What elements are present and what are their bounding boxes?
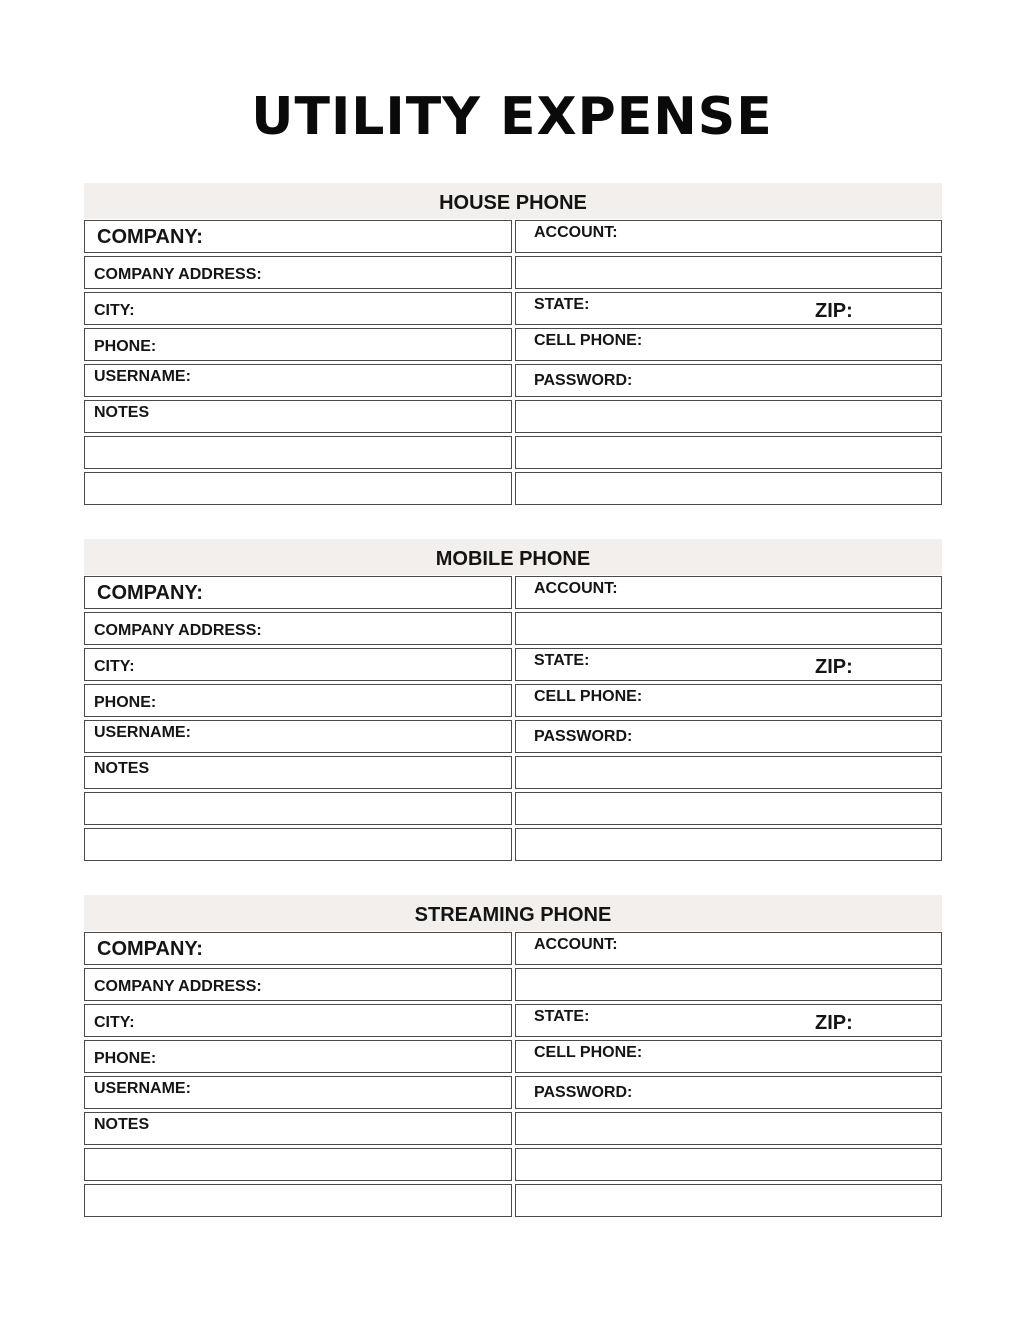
notes-line[interactable] xyxy=(84,1148,512,1181)
notes-field[interactable] xyxy=(84,756,512,789)
cell-phone-field[interactable] xyxy=(515,1040,942,1073)
cell-phone-field[interactable] xyxy=(515,684,942,717)
account-label: ACCOUNT: xyxy=(534,580,618,597)
phone-label: PHONE: xyxy=(94,1050,157,1067)
company-label: COMPANY: xyxy=(97,226,203,248)
state-label: STATE: xyxy=(534,296,590,313)
notes-field[interactable] xyxy=(84,400,512,433)
username-field[interactable] xyxy=(84,720,512,753)
notes-line[interactable] xyxy=(515,792,942,825)
zip-label: ZIP: xyxy=(815,1012,853,1034)
zip-label: ZIP: xyxy=(815,300,853,322)
notes-label: NOTES xyxy=(94,1116,150,1133)
city-field[interactable] xyxy=(84,292,512,325)
username-field[interactable] xyxy=(84,364,512,397)
notes-line[interactable] xyxy=(515,400,942,433)
cell-phone-label: CELL PHONE: xyxy=(534,688,643,705)
password-field[interactable] xyxy=(515,720,942,753)
account-field[interactable] xyxy=(515,932,942,965)
phone-field[interactable] xyxy=(84,684,512,717)
notes-line[interactable] xyxy=(84,792,512,825)
city-label: CITY: xyxy=(94,302,135,319)
notes-line[interactable] xyxy=(84,1184,512,1217)
notes-line[interactable] xyxy=(515,436,942,469)
notes-line[interactable] xyxy=(515,472,942,505)
phone-field[interactable] xyxy=(84,328,512,361)
state-zip-field[interactable] xyxy=(515,1004,942,1037)
state-zip-field[interactable] xyxy=(515,292,942,325)
city-field[interactable] xyxy=(84,1004,512,1037)
notes-line[interactable] xyxy=(84,436,512,469)
cell-phone-label: CELL PHONE: xyxy=(534,332,643,349)
notes-line[interactable] xyxy=(515,1148,942,1181)
state-zip-field[interactable] xyxy=(515,648,942,681)
phone-label: PHONE: xyxy=(94,694,157,711)
username-label: USERNAME: xyxy=(94,1080,191,1097)
section-header: HOUSE PHONE xyxy=(84,183,942,219)
username-label: USERNAME: xyxy=(94,368,191,385)
section-streaming-phone xyxy=(84,895,942,1216)
password-field[interactable] xyxy=(515,364,942,397)
company-field[interactable] xyxy=(84,932,512,965)
password-label: PASSWORD: xyxy=(534,728,633,745)
company-address-field-cont[interactable] xyxy=(515,968,942,1001)
city-label: CITY: xyxy=(94,1014,135,1031)
company-address-field[interactable] xyxy=(84,612,512,645)
page-title: UTILITY EXPENSE xyxy=(251,87,773,147)
section-header: STREAMING PHONE xyxy=(84,895,942,931)
username-field[interactable] xyxy=(84,1076,512,1109)
account-field[interactable] xyxy=(515,576,942,609)
company-label: COMPANY: xyxy=(97,582,203,604)
notes-line[interactable] xyxy=(515,756,942,789)
password-label: PASSWORD: xyxy=(534,372,633,389)
company-address-field-cont[interactable] xyxy=(515,612,942,645)
account-field[interactable] xyxy=(515,220,942,253)
password-field[interactable] xyxy=(515,1076,942,1109)
section-house-phone xyxy=(84,183,942,504)
company-address-label: COMPANY ADDRESS: xyxy=(94,622,262,639)
notes-line[interactable] xyxy=(515,1112,942,1145)
username-label: USERNAME: xyxy=(94,724,191,741)
section-header: MOBILE PHONE xyxy=(84,539,942,575)
phone-field[interactable] xyxy=(84,1040,512,1073)
password-label: PASSWORD: xyxy=(534,1084,633,1101)
cell-phone-field[interactable] xyxy=(515,328,942,361)
notes-field[interactable] xyxy=(84,1112,512,1145)
notes-line[interactable] xyxy=(84,472,512,505)
notes-label: NOTES xyxy=(94,760,150,777)
city-label: CITY: xyxy=(94,658,135,675)
notes-label: NOTES xyxy=(94,404,150,421)
city-field[interactable] xyxy=(84,648,512,681)
account-label: ACCOUNT: xyxy=(534,936,618,953)
company-label: COMPANY: xyxy=(97,938,203,960)
notes-line[interactable] xyxy=(515,1184,942,1217)
company-address-label: COMPANY ADDRESS: xyxy=(94,978,262,995)
zip-label: ZIP: xyxy=(815,656,853,678)
company-field[interactable] xyxy=(84,576,512,609)
company-address-field[interactable] xyxy=(84,968,512,1001)
cell-phone-label: CELL PHONE: xyxy=(534,1044,643,1061)
notes-line[interactable] xyxy=(84,828,512,861)
company-address-label: COMPANY ADDRESS: xyxy=(94,266,262,283)
state-label: STATE: xyxy=(534,1008,590,1025)
company-address-field-cont[interactable] xyxy=(515,256,942,289)
state-label: STATE: xyxy=(534,652,590,669)
notes-line[interactable] xyxy=(515,828,942,861)
company-field[interactable] xyxy=(84,220,512,253)
phone-label: PHONE: xyxy=(94,338,157,355)
company-address-field[interactable] xyxy=(84,256,512,289)
account-label: ACCOUNT: xyxy=(534,224,618,241)
section-mobile-phone xyxy=(84,539,942,860)
